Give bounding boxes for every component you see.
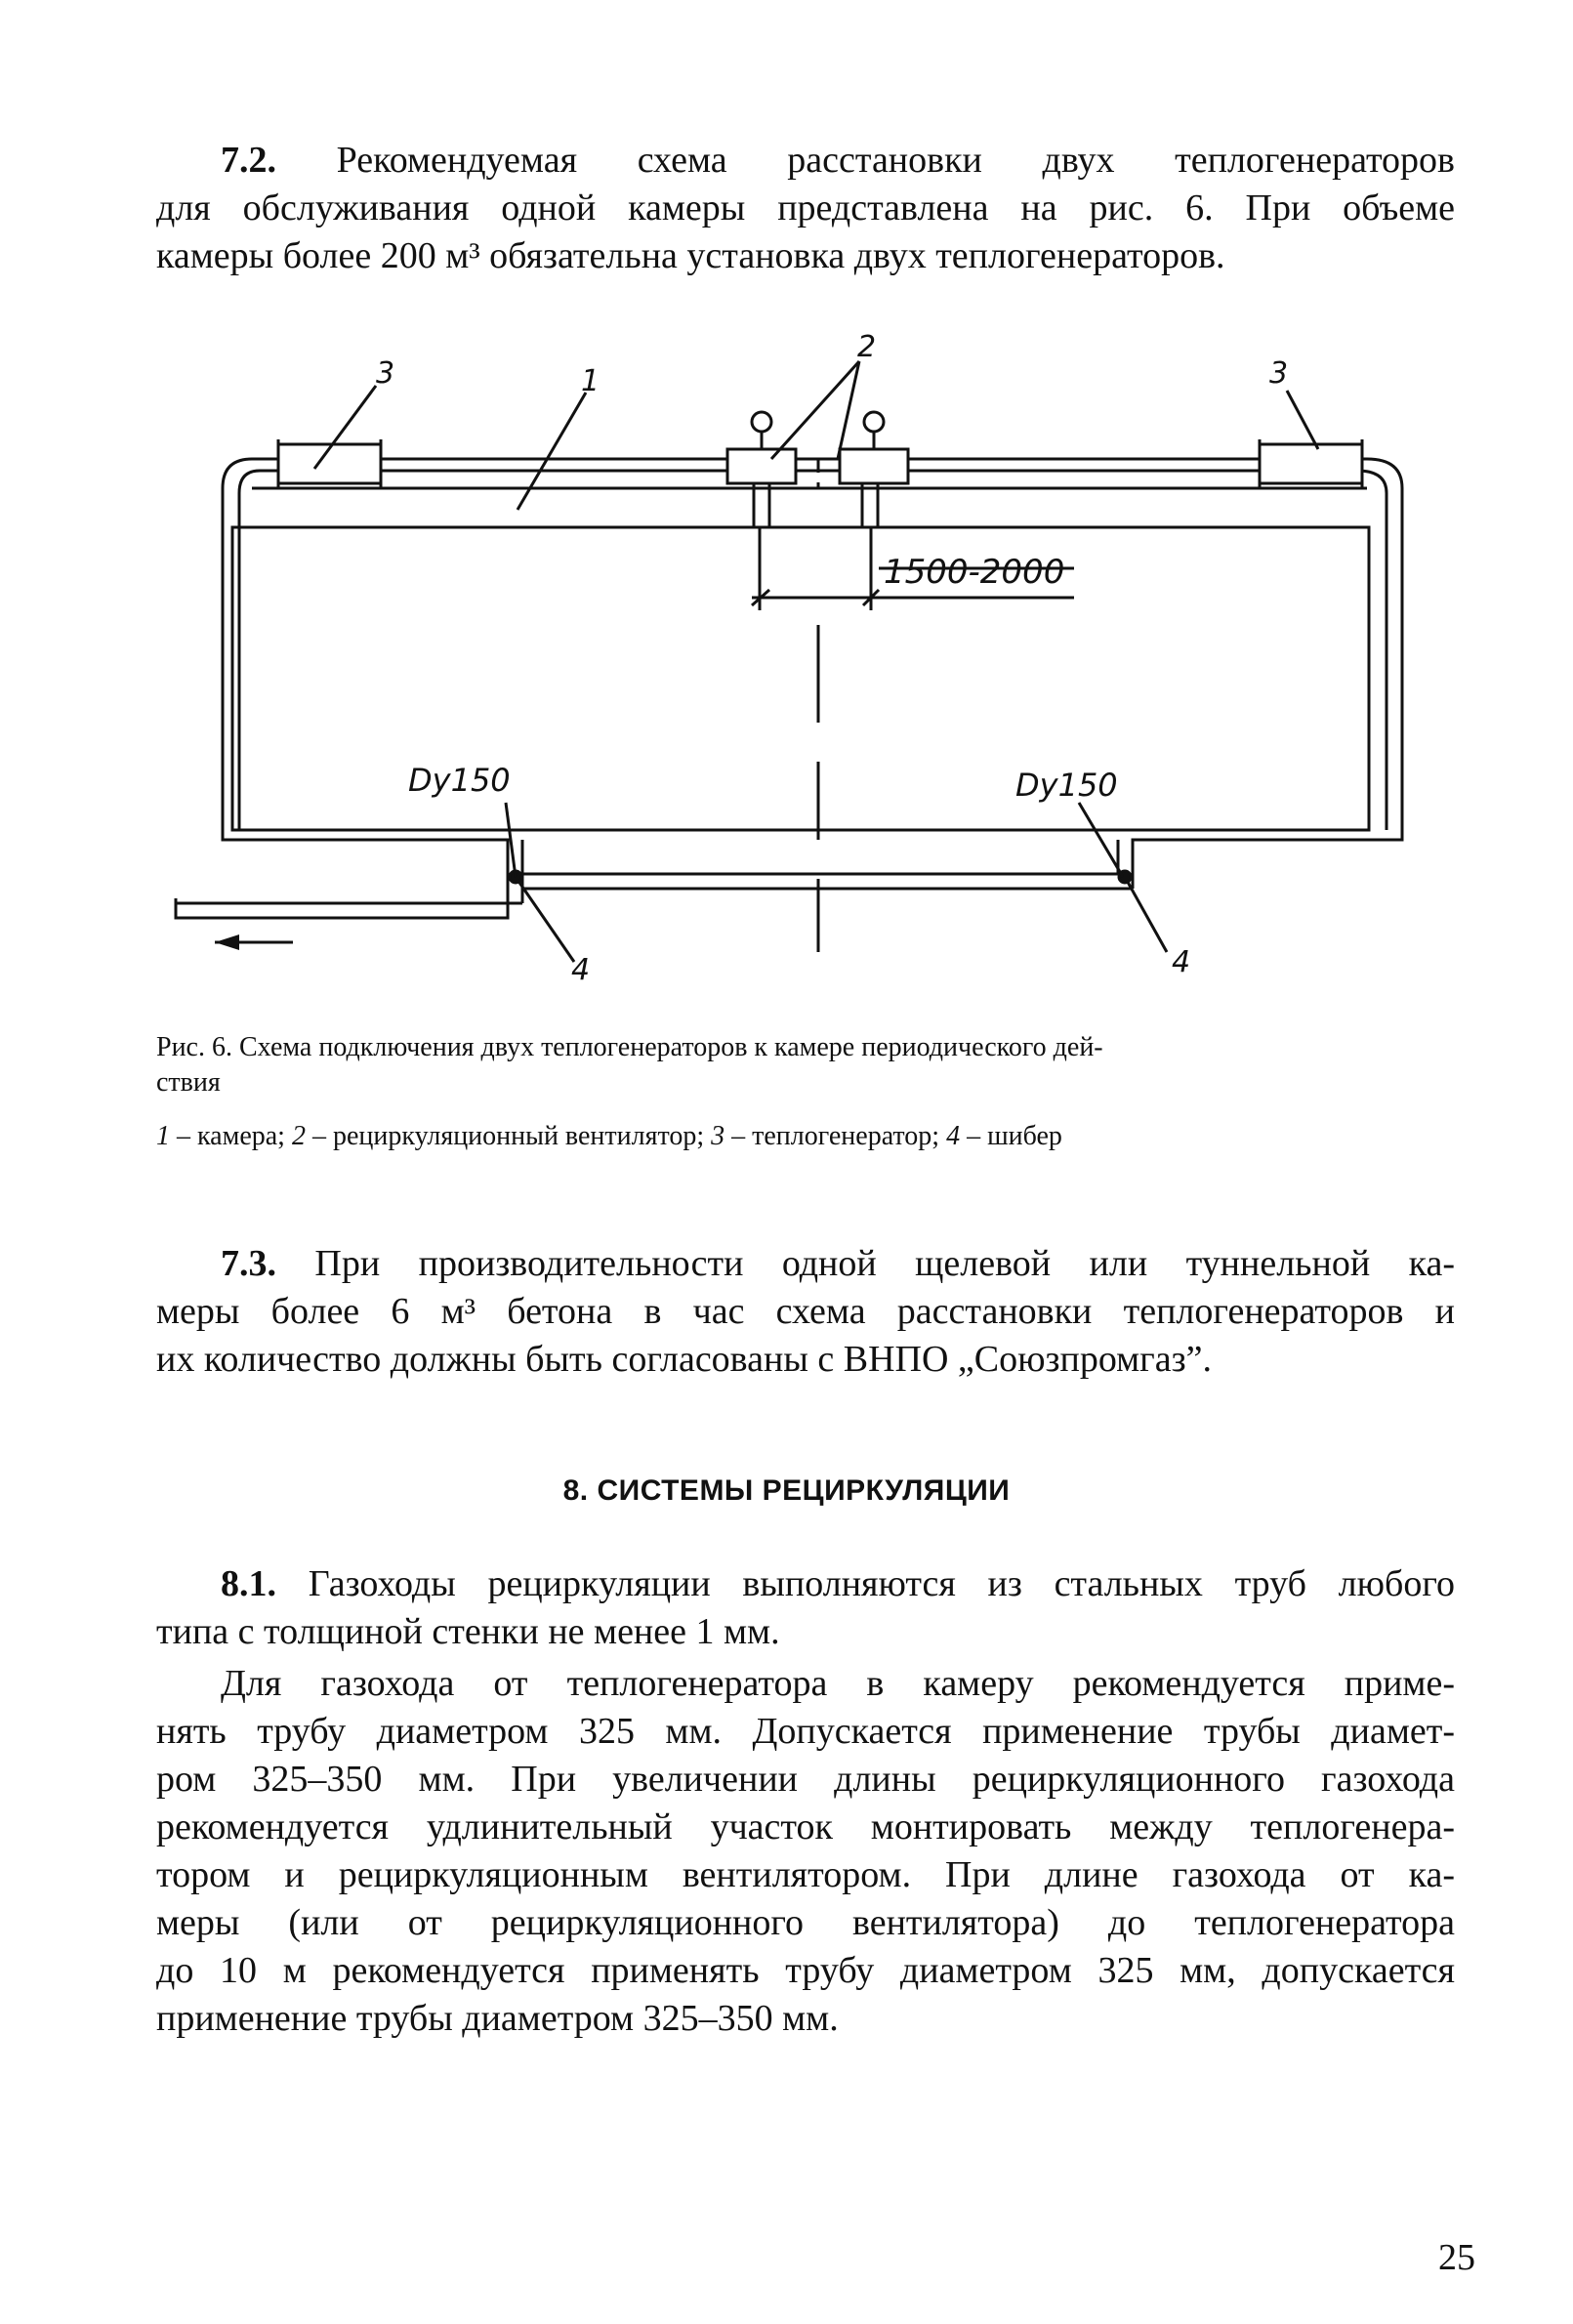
paragraph-line: тором и рециркуляционным вентилятором. При длине газохода от ка-: [156, 1854, 1455, 1895]
legend-text: – камера;: [170, 1121, 292, 1151]
paragraph-7-3: [156, 1240, 1455, 1384]
figure-label-4-right: 4: [1172, 945, 1191, 979]
paragraph-number: 7.3.: [221, 1243, 276, 1284]
figure-label-3-right: 3: [1269, 356, 1289, 391]
paragraph-line: Рекомендуемая схема расстановки двух теплогенераторов: [336, 140, 1456, 181]
paragraph-line: применение трубы диаметром 325–350 мм.: [156, 1998, 839, 2039]
legend-text: – рециркуляционный вентилятор;: [305, 1121, 712, 1151]
dimension-label: 1500-2000: [884, 553, 1065, 592]
paragraph-line: Для газохода от теплогенератора в камеру рекомендуется приме-: [221, 1663, 1455, 1704]
figure-label-2: 2: [857, 330, 877, 364]
legend-number: 2: [291, 1121, 306, 1151]
legend-number: 3: [711, 1121, 725, 1151]
paragraph-number: 7.2.: [221, 140, 276, 181]
paragraph-line: их количество должны быть согласованы с ВНПО „Союзпромгаз”.: [156, 1339, 1212, 1380]
paragraph-8-1-continued: [156, 1660, 1455, 2043]
paragraph-line: камеры более 200 м³ обязательна установка двух теплогенераторов.: [156, 235, 1225, 276]
legend-text: – теплогенератор;: [724, 1121, 947, 1151]
paragraph-line: типа с толщиной стенки не менее 1 мм.: [156, 1611, 780, 1652]
paragraph-line: нять трубу диаметром 325 мм. Допускается применение трубы диамет-: [156, 1711, 1455, 1752]
fan-right: [840, 449, 908, 483]
page-number: 25: [1438, 2237, 1475, 2278]
caption-line: ствия: [156, 1067, 221, 1098]
legend-number: 1: [156, 1121, 170, 1151]
paragraph-line: для обслуживания одной камеры представлена на рис. 6. При объеме: [156, 187, 1455, 228]
figure-label-3-left: 3: [376, 356, 395, 391]
paragraph-line: меры (или от рециркуляционного вентилятора) до теплогенератора: [156, 1902, 1455, 1943]
legend-number: 4: [946, 1121, 961, 1151]
section-heading: 8. СИСТЕМЫ РЕЦИРКУЛЯЦИИ: [562, 1474, 1011, 1507]
paragraph-8-1: [156, 1560, 1455, 1656]
caption-line: Рис. 6. Схема подключения двух теплогенераторов к камере периодического дей-: [156, 1032, 1103, 1062]
fan-left: [727, 449, 796, 483]
paragraph-line: ром 325–350 мм. При увеличении длины рециркуляционного газохода: [156, 1759, 1455, 1800]
figure-label-1: 1: [581, 364, 600, 398]
du-label-right: Dy150: [1015, 767, 1118, 804]
legend-text: – шибер: [960, 1121, 1062, 1151]
paragraph-line: При производительности одной щелевой или туннельной ка-: [314, 1243, 1455, 1284]
paragraph-line: рекомендуется удлинительный участок монтировать между теплогенера-: [156, 1806, 1455, 1847]
figure-legend: [156, 1121, 1455, 1152]
du-label-left: Dy150: [408, 762, 511, 799]
figure-6-diagram: [0, 0, 1573, 1016]
paragraph-line: меры более 6 м³ бетона в час схема расстановки теплогенераторов и: [156, 1291, 1455, 1332]
paragraph-line: до 10 м рекомендуется применять трубу диаметром 325 мм, допускается: [156, 1950, 1455, 1991]
chamber: [232, 527, 1369, 830]
heat-generator-right: [1260, 444, 1362, 483]
paragraph-number: 8.1.: [221, 1563, 276, 1604]
figure-caption: [156, 1030, 1455, 1100]
figure-label-4-left: 4: [571, 953, 591, 987]
paragraph-line: Газоходы рециркуляции выполняются из стальных труб любого: [308, 1563, 1456, 1604]
